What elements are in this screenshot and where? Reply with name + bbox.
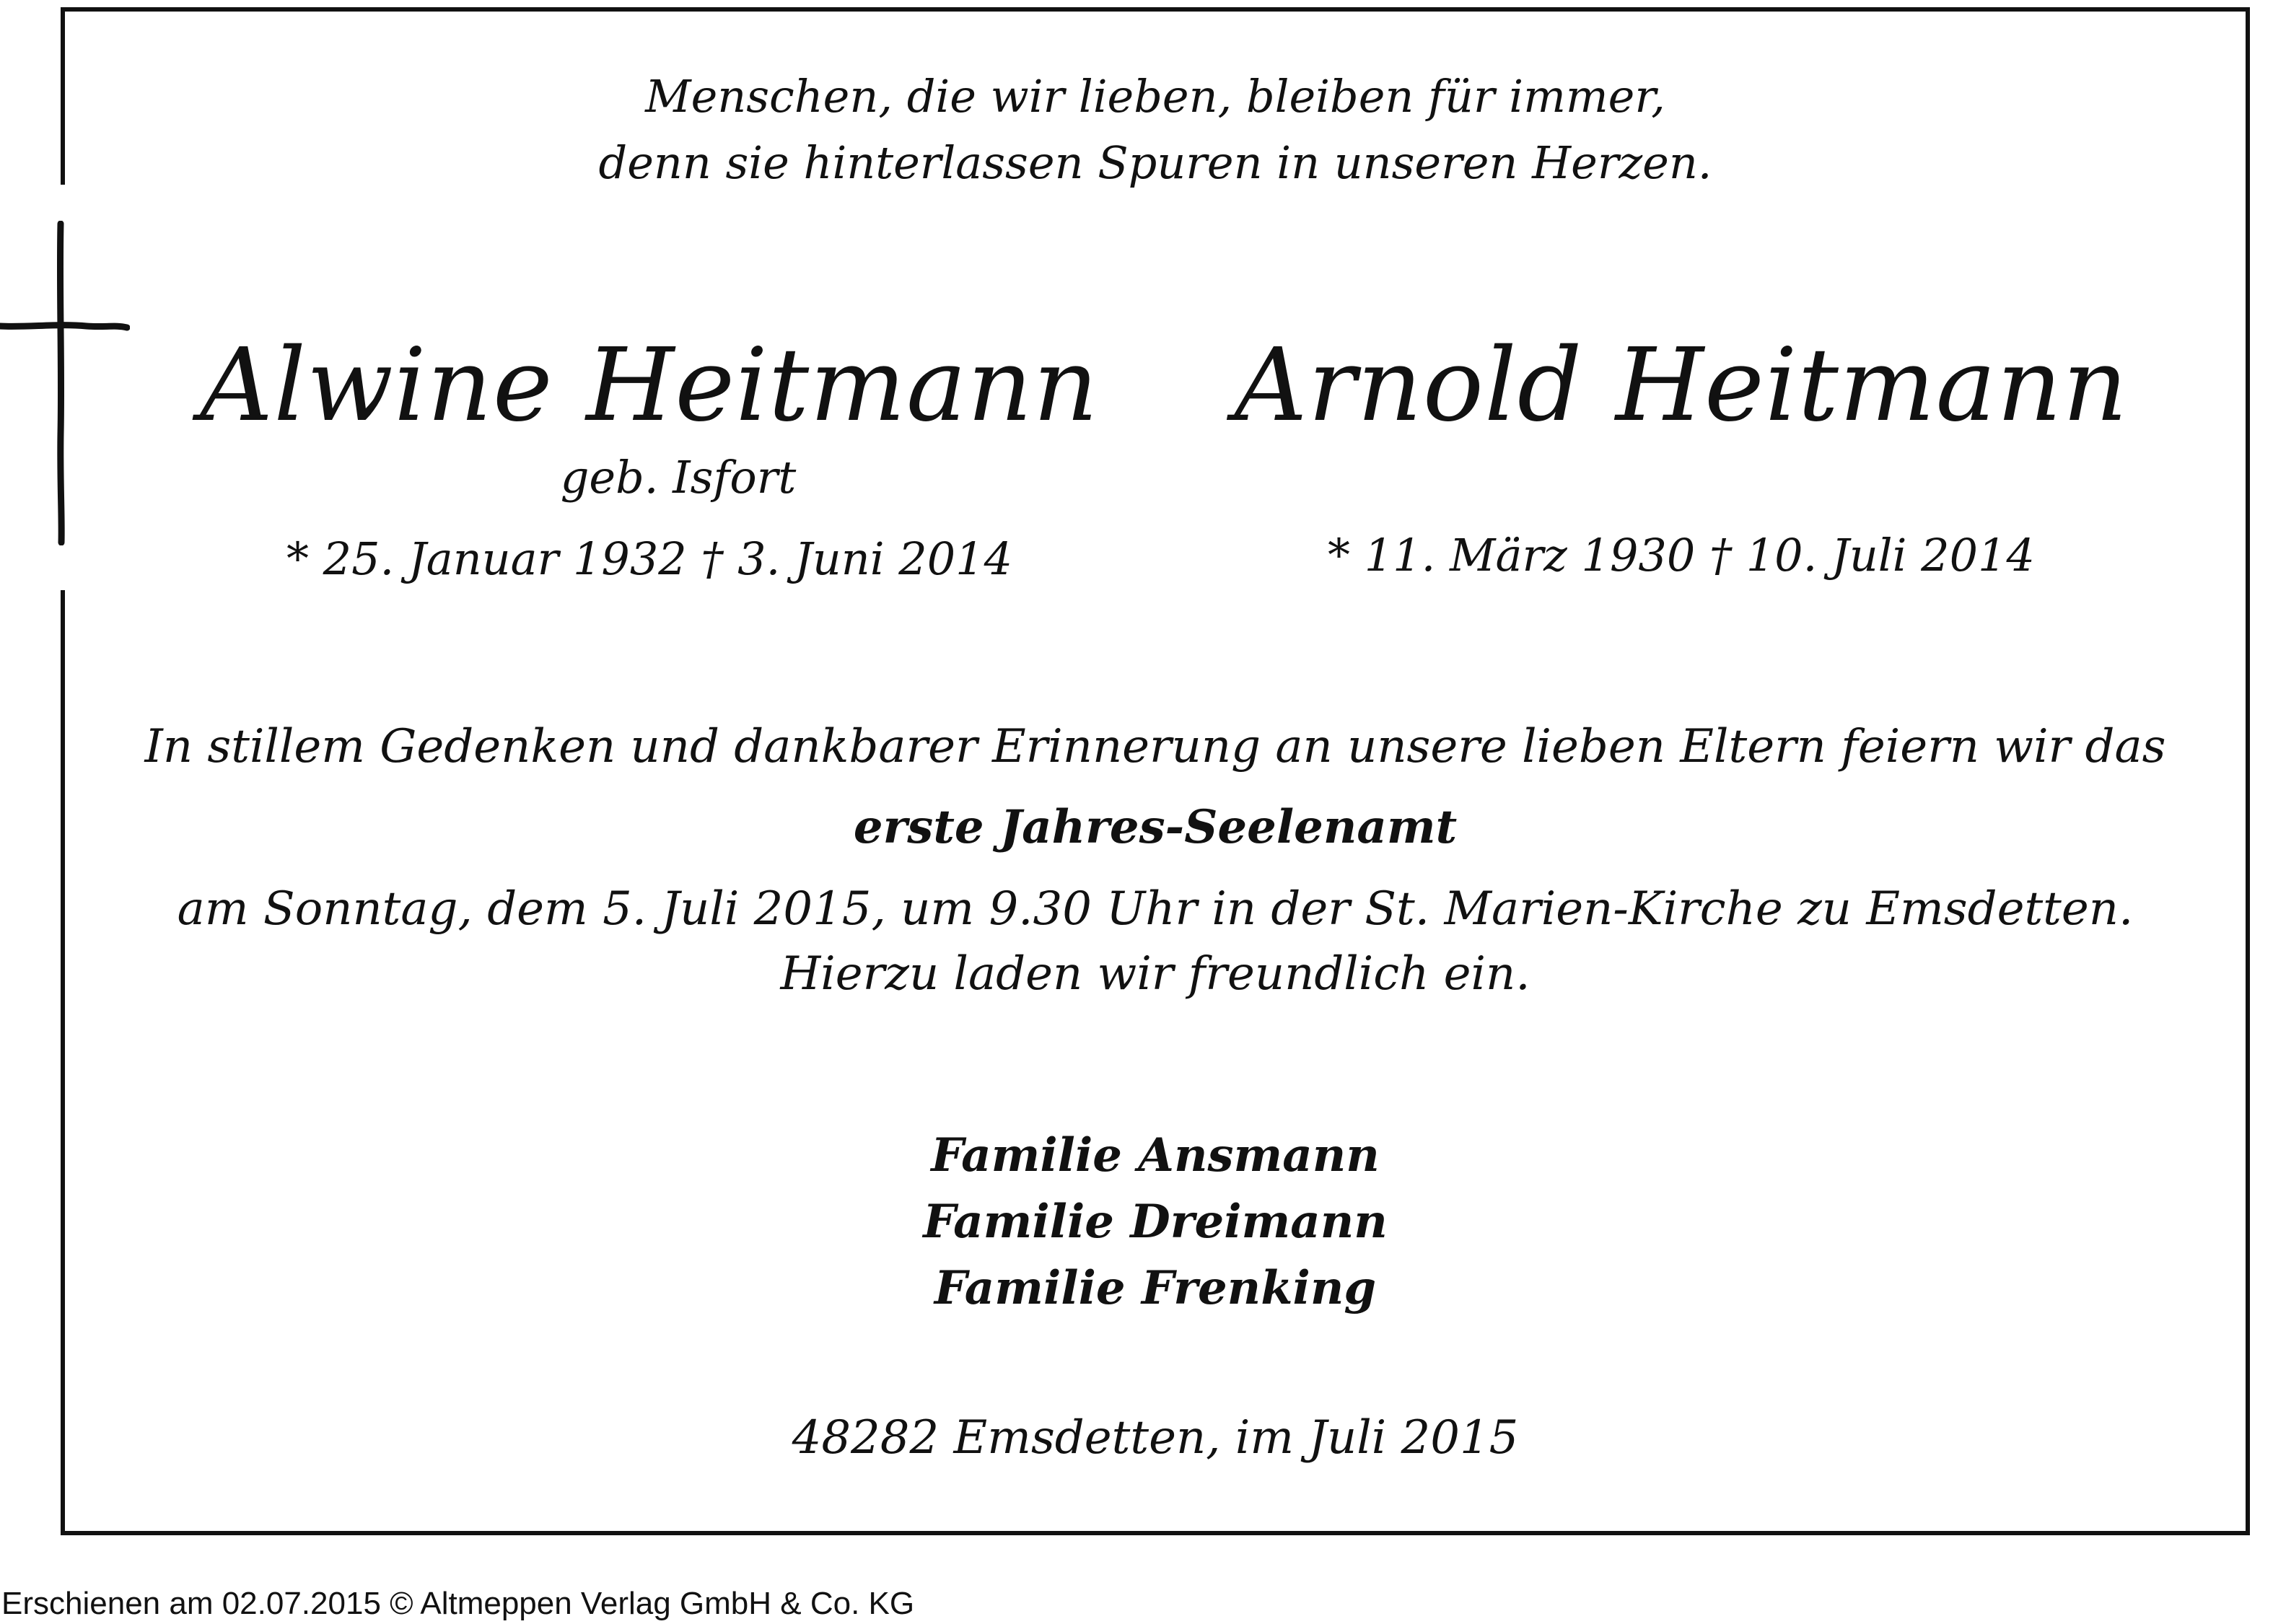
place-date: 48282 Emsdetten, im Juli 2015 — [792, 1411, 1519, 1465]
memorial-service-title: erste Jahres-Seelenamt — [853, 800, 1458, 854]
motto-line-2: denn sie hinterlassen Spuren in unseren Herzen. — [598, 136, 1712, 189]
deceased-name-alwine: Alwine Heitmann — [200, 327, 1099, 444]
motto-line-1: Menschen, die wir lieben, bleiben für immer, — [645, 70, 1665, 123]
family-dreimann: Familie Dreimann — [923, 1195, 1388, 1249]
service-details: am Sonntag, dem 5. Juli 2015, um 9.30 Uhr in der St. Marien-Kirche zu Emsdetten. — [177, 882, 2134, 936]
invitation-line: Hierzu laden wir freundlich ein. — [780, 947, 1530, 1001]
deceased-name-arnold: Arnold Heitmann — [1234, 327, 2129, 444]
cross-icon — [0, 221, 130, 545]
memorial-intro: In stillem Gedenken und dankbarer Erinnerung an unsere lieben Eltern feiern wir das — [144, 720, 2166, 773]
life-dates-arnold: * 11. März 1930 † 10. Juli 2014 — [1328, 529, 2035, 581]
maiden-name: geb. Isfort — [560, 451, 797, 504]
life-dates-alwine: * 25. Januar 1932 † 3. Juni 2014 — [286, 532, 1013, 585]
family-ansmann: Familie Ansmann — [931, 1128, 1380, 1182]
publication-footer: Erschienen am 02.07.2015 © Altmeppen Verlag GmbH & Co. KG — [1, 1586, 915, 1621]
family-frenking: Familie Frenking — [934, 1261, 1377, 1315]
